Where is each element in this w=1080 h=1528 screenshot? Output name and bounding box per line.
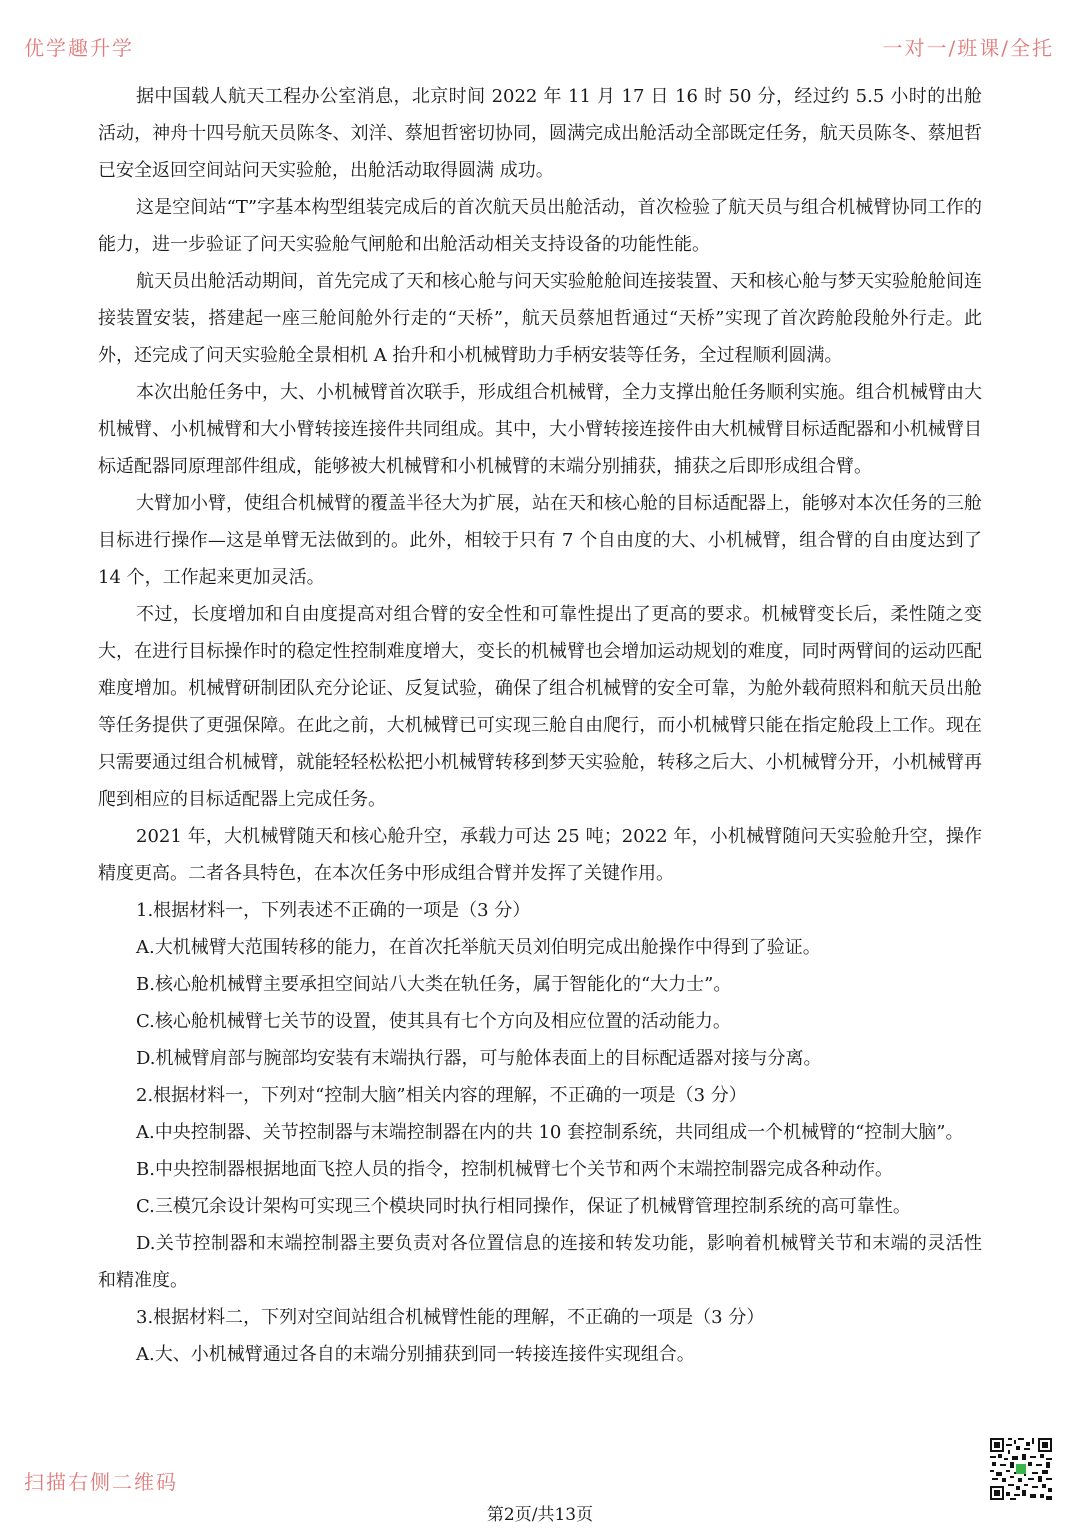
question-1-option-a: A.大机械臂大范围转移的能力，在首次托举航天员刘伯明完成出舱操作中得到了验证。 <box>136 937 821 958</box>
question-1-option-d: D.机械臂肩部与腕部均安装有末端执行器，可与舱体表面上的目标配适器对接与分离。 <box>136 1048 822 1069</box>
paragraph-6: 不过，长度增加和自由度提高对组合臂的安全性和可靠性提出了更高的要求。机械臂变长后，柔性随之变大，在进行目标操作时的稳定性控制难度增大，变长的机械臂也会增加运动规划的难度，同时两臂间的运动匹配难度增加。机械臂研制团队充分论证、反复试验，确保了组合机械臂的安全可靠，为舱外载荷照料和航天员出舱等任务提供了更强保障。在此之前，大机械臂已可实现三舱自由爬行，而小机械臂只能在指定舱段上工作。现在只需要通过组合机械臂，就能轻轻松松把小机械臂转移到梦天实验舱，转移之后大、小机械臂分开，小机械臂再爬到相应的目标适配器上完成任务。 <box>98 604 982 810</box>
question-1-option-c: C.核心舱机械臂七关节的设置，使其具有七个方向及相应位置的活动能力。 <box>136 1011 731 1032</box>
paragraph-7: 2021 年，大机械臂随天和核心舱升空，承载力可达 25 吨；2022 年，小机械臂随问天实验舱升空，操作精度更高。二者各具特色，在本次任务中形成组合臂并发挥了关键作用。 <box>98 826 982 884</box>
paragraph-5: 大臂加小臂，使组合机械臂的覆盖半径大为扩展，站在天和核心舱的目标适配器上，能够对本次任务的三舱目标进行操作—这是单臂无法做到的。此外，相较于只有 7 个自由度的大、小机械臂，组合臂的自由度达到了 14 个，工作起来更加灵活。 <box>98 493 982 588</box>
watermark-bottom-left: 扫描右侧二维码 <box>24 1470 178 1494</box>
document-body <box>98 78 982 1373</box>
question-2-option-d: D.关节控制器和末端控制器主要负责对各位置信息的连接和转发功能，影响着机械臂关节和末端的灵活性和精准度。 <box>98 1233 982 1291</box>
paragraph-4: 本次出舱任务中，大、小机械臂首次联手，形成组合机械臂，全力支撑出舱任务顺利实施。组合机械臂由大机械臂、小机械臂和大小臂转接连接件共同组成。其中，大小臂转接连接件由大机械臂目标适配器和小机械臂目标适配器同原理部件组成，能够被大机械臂和小机械臂的末端分别捕获，捕获之后即形成组合臂。 <box>98 382 982 477</box>
question-2-option-c: C.三模冗余设计架构可实现三个模块同时执行相同操作，保证了机械臂管理控制系统的高可靠性。 <box>136 1196 911 1217</box>
question-1-stem: 1.根据材料一，下列表述不正确的一项是（3 分） <box>136 900 531 921</box>
question-3-option-a: A.大、小机械臂通过各自的末端分别捕获到同一转接连接件实现组合。 <box>136 1344 695 1365</box>
question-1-option-b: B.核心舱机械臂主要承担空间站八大类在轨任务，属于智能化的“大力士”。 <box>136 974 732 995</box>
question-2-stem: 2.根据材料一，下列对“控制大脑”相关内容的理解，不正确的一项是（3 分） <box>136 1085 747 1106</box>
question-2-option-a: A.中央控制器、关节控制器与末端控制器在内的共 10 套控制系统，共同组成一个机械臂的“控制大脑”。 <box>136 1122 964 1143</box>
qr-code-icon <box>988 1436 1054 1502</box>
watermark-top-left: 优学趣升学 <box>24 36 134 60</box>
paragraph-1: 据中国载人航天工程办公室消息，北京时间 2022 年 11 月 17 日 16 时 50 分，经过约 5.5 小时的出舱活动，神舟十四号航天员陈冬、刘洋、蔡旭哲密切协同，圆满完成出舱活动全部既定任务，航天员陈冬、蔡旭哲已安全返回空间站问天实验舱，出舱活动取得圆满 成功。 <box>98 86 982 181</box>
watermark-top-right: 一对一/班课/全托 <box>882 36 1054 60</box>
page-number: 第2页/共13页 <box>486 1505 594 1525</box>
question-2-option-b: B.中央控制器根据地面飞控人员的指令，控制机械臂七个关节和两个末端控制器完成各种动作。 <box>136 1159 893 1180</box>
paragraph-3: 航天员出舱活动期间，首先完成了天和核心舱与问天实验舱舱间连接装置、天和核心舱与梦天实验舱舱间连接装置安装，搭建起一座三舱间舱外行走的“天桥”，航天员蔡旭哲通过“天桥”实现了首次跨舱段舱外行走。此外，还完成了问天实验舱全景相机 A 抬升和小机械臂助力手柄安装等任务，全过程顺利圆满。 <box>98 271 982 366</box>
question-3-stem: 3.根据材料二，下列对空间站组合机械臂性能的理解，不正确的一项是（3 分） <box>136 1307 765 1328</box>
paragraph-2: 这是空间站“T”字基本构型组装完成后的首次航天员出舱活动，首次检验了航天员与组合机械臂协同工作的能力，进一步验证了问天实验舱气闸舱和出舱活动相关支持设备的功能性能。 <box>98 197 982 255</box>
